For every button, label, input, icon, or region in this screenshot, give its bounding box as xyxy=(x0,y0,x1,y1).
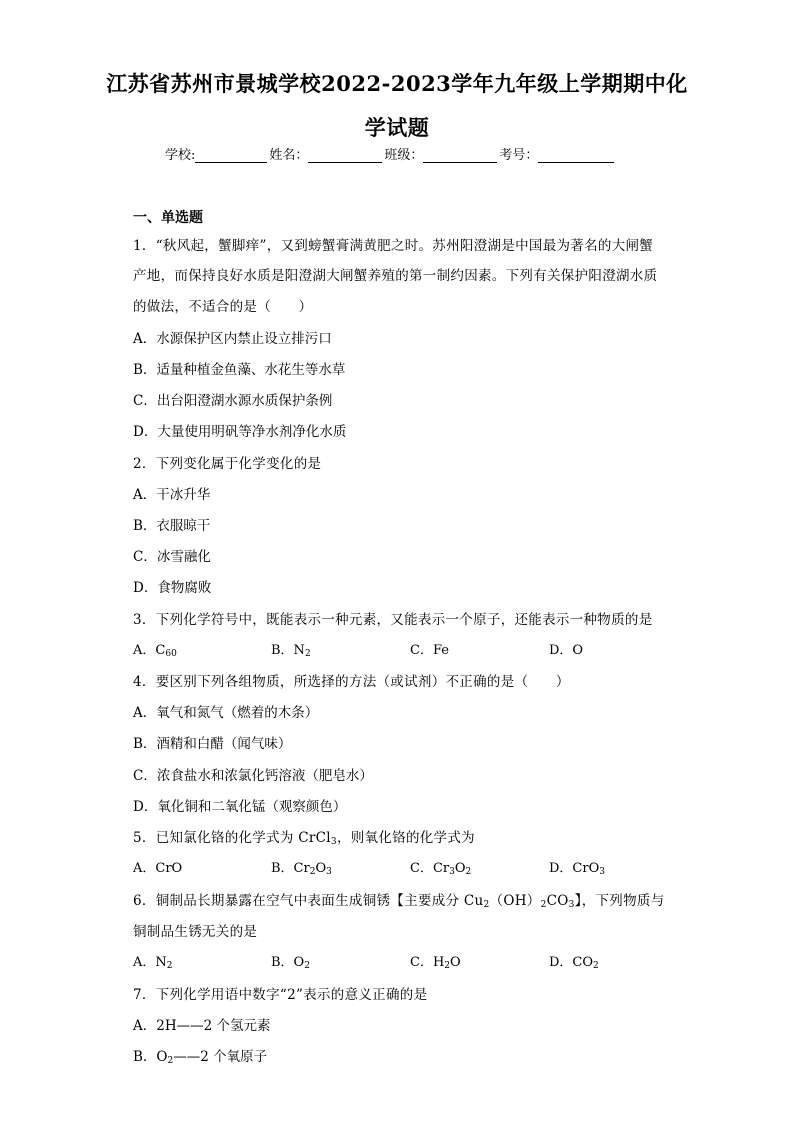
q4-option-b: B．酒精和白醋（闻气味） xyxy=(133,736,292,752)
q6-option-c: C．$H_2O$ xyxy=(410,955,461,971)
q3-option-d: D．O xyxy=(549,643,584,658)
q3-option-b: B．$N_2$ xyxy=(271,643,311,659)
q2-option-b: B．衣服晾干 xyxy=(133,518,211,534)
q1-stem-line2: 产地，而保持良好水质是阳澄湖大闸蟹养殖的第一制约因素。下列有关保护阳澄湖水质 xyxy=(133,268,658,284)
q1-option-a: A．水源保护区内禁止设立排污口 xyxy=(133,331,332,347)
q6-option-d: D．$CO_2$ xyxy=(549,955,599,971)
q4-stem: 4．要区别下列各组物质，所选择的方法（或试剂）不正确的是（ ） xyxy=(133,674,570,690)
q6-stem-line2: 铜制品生锈无关的是 xyxy=(133,924,258,940)
q5-option-a: A．CrO xyxy=(133,861,183,876)
school-blank[interactable] xyxy=(195,148,267,163)
exam-no-label: 考号： xyxy=(499,148,539,163)
q1-option-d: D．大量使用明矾等净水剂净化水质 xyxy=(133,424,347,440)
title-line-1: 江苏省苏州市景城学校2022-2023学年九年级上学期期中化 xyxy=(106,71,688,96)
q1-option-c: C．出台阳澄湖水源水质保护条例 xyxy=(133,393,333,409)
school-label: 学校: xyxy=(165,148,196,163)
q4-option-a: A．氧气和氮气（燃着的木条） xyxy=(133,705,319,721)
q2-option-a: A．干冰升华 xyxy=(133,487,211,503)
title-line-2: 学试题 xyxy=(364,115,430,140)
q5-option-d: D．CrO$_3$ xyxy=(549,861,605,877)
q7-option-a: A．2H——2 个氢元素 xyxy=(133,1018,271,1034)
q3-option-c: C．Fe xyxy=(410,643,449,658)
q7-option-b: B．$O_2——2$ 个氧原子 xyxy=(133,1049,268,1066)
q1-stem-line1: 1．“秋风起，蟹脚痒”，又到螃蟹膏满黄肥之时。苏州阳澄湖是中国最为著名的大闸蟹 xyxy=(133,238,654,254)
q5-stem: 5．已知氯化铬的化学式为 CrCl$_3$，则氧化铬的化学式为 xyxy=(133,830,475,847)
q4-option-c: C．浓食盐水和浓氯化钙溶液（肥皂水） xyxy=(133,768,373,784)
q4-option-d: D．氧化铜和二氧化锰（观察颜色） xyxy=(133,799,347,815)
exam-no-blank[interactable] xyxy=(538,148,614,163)
q3-option-a: A．$C_{60}$ xyxy=(133,643,177,659)
class-label: 班级： xyxy=(384,148,424,163)
q5-option-b: B．$Cr_2O_3$ xyxy=(271,861,332,877)
section-heading: 一、单选题 xyxy=(133,210,203,226)
q2-option-d: D．食物腐败 xyxy=(133,580,212,596)
q1-stem-line3: 的做法，不适合的是（ ） xyxy=(133,299,313,315)
class-blank[interactable] xyxy=(423,148,497,163)
q6-option-b: B．$O_2$ xyxy=(271,955,310,971)
q6-option-a: A．$N_2$ xyxy=(133,955,173,971)
q1-option-b: B．适量种植金鱼藻、水花生等水草 xyxy=(133,362,346,378)
q2-stem: 2．下列变化属于化学变化的是 xyxy=(133,456,322,472)
name-blank[interactable] xyxy=(308,148,382,163)
q2-option-c: C．冰雪融化 xyxy=(133,549,211,565)
q7-stem: 7．下列化学用语中数字“2”表示的意义正确的是 xyxy=(133,987,428,1003)
q5-option-c: C．$Cr_3O_2$ xyxy=(410,861,472,877)
q6-stem-line1: 6．铜制品长期暴露在空气中表面生成铜锈【主要成分 $Cu_2(OH)_2CO_3$】，下列物质与 xyxy=(133,893,665,910)
q3-stem: 3．下列化学符号中，既能表示一种元素，又能表示一个原子，还能表示一种物质的是 xyxy=(133,612,653,628)
student-info-row xyxy=(165,144,645,163)
name-label: 姓名： xyxy=(269,148,309,163)
